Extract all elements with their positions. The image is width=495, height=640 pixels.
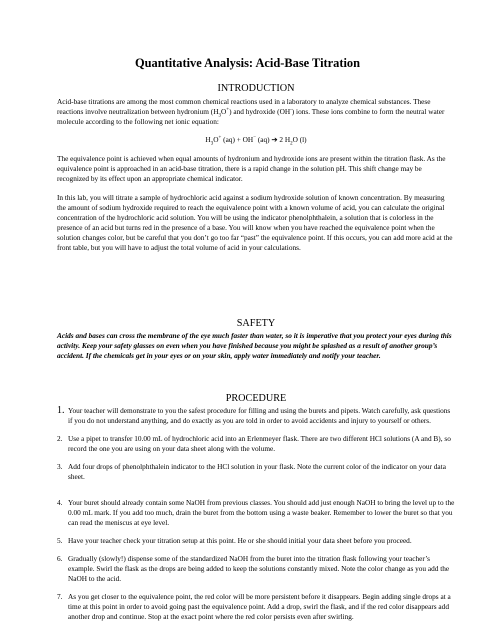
procedure-section	[57, 393, 455, 622]
safety-heading: SAFETY	[236, 318, 276, 329]
step-number: 2.	[57, 433, 63, 443]
introduction-section	[57, 83, 455, 253]
step-text: Use a pipet to transfer 10.00 mL of hydrochloric acid into an Erlenmeyer flask. There are two different HCl solutions (A and B), so record the one you are using on your data sheet along with the volume.	[68, 433, 451, 453]
procedure-step	[57, 406, 455, 426]
step-number: 7.	[57, 591, 63, 601]
step-number: 3.	[57, 461, 63, 471]
introduction-heading: INTRODUCTION	[217, 83, 295, 94]
procedure-step	[57, 592, 455, 622]
step-text: Have your teacher check your titration setup at this point. He or she should initial your data sheet before you proceed.	[68, 536, 412, 546]
document-title: Quantitative Analysis: Acid-Base Titration	[134, 56, 360, 70]
step-text: As you get closer to the equivalence point, the red color will be more persistent before it disappears. Begin adding single drops at a time at this point in order to avoid going past the equivalence point. Add a drop, swirl the flask, and if the red color disappears add another drop and continue. Stop at the exact point where the red color persists even after swirling.	[68, 591, 451, 621]
step-number: 5.	[57, 536, 63, 546]
step-text: Your teacher will demonstrate to you the safest procedure for filling and using the burets and pipets. Watch carefully, ask questions if you do not understand anything, and do exactly as you are told in order to avoid accidents and injury to yourself or others.	[68, 406, 451, 425]
procedure-list	[57, 406, 455, 622]
procedure-step	[57, 554, 455, 584]
introduction-paragraph-2: The equivalence point is achieved when equal amounts of hydronium and hydroxide ions are present within the titration flask. As the equivalence point is approached in an acid-base titration, there is a rapid change in the solution pH. This shift change may be recognized by its effect upon an appropriate chemical indicator.	[57, 153, 446, 183]
safety-section	[57, 318, 455, 361]
safety-text: Acids and bases can cross the membrane of the eye much faster than water, so it is imperative that you protect your eyes during this activity. Keep your safety glasses on even when you have finished because you might be splashed as a result of another group’s accident. If the chemicals get in your eyes or on your skin, apply water immediately and notify your teacher.	[57, 331, 452, 360]
step-text: Your buret should already contain some NaOH from previous classes. You should add just enough NaOH to bring the level up to the 0.00 mL mark. If you add too much, drain the buret from the bottom using a waste beaker. Remember to lower the buret so that you can read the meniscus at eye level.	[68, 498, 455, 528]
step-number: 6.	[57, 554, 63, 564]
procedure-heading: PROCEDURE	[225, 393, 287, 404]
step-text: Add four drops of phenolphthalein indicator to the HCl solution in your flask. Note the current color of the indicator on your data sheet.	[68, 461, 446, 481]
procedure-step	[57, 434, 455, 454]
step-number: 4.	[57, 498, 63, 508]
step-number: 1.	[57, 405, 65, 416]
introduction-paragraph-3: In this lab, you will titrate a sample of hydrochloric acid against a sodium hydroxide solution of known concentration. By measuring the amount of sodium hydroxide required to reach the equivalence point with a known volume of acid, you can calculate the original concentration of the hydrochloric acid solution. You will be using the indicator phenolphthalein, a solution that is colorless in the presence of an acid but turns red in the presence of a base. You will know when you have reached the equivalence point when the solution changes color, but be careful that you don’t go too far “past” the equivalence point. If this occurs, you can add more acid at the front table, but you will have to adjust the total volume of acid in your calculations.	[57, 193, 453, 252]
procedure-step	[57, 462, 455, 482]
procedure-step	[57, 536, 455, 546]
introduction-paragraph-1: Acid-base titrations are among the most common chemical reactions used in a laboratory to analyze chemical substances. These reactions involve neutralization between hydronium $(H_3O^+)$ and hydroxide (OH-) ions. These ions combine to form the neutral water molecule according to the following net ionic equation:	[57, 97, 445, 126]
step-text: Gradually (slowly!) dispense some of the standardized NaOH from the buret into the titration flask following your teacher’s example. Swirl the flask as the drops are being added to keep the solutions constantly mixed. Note the color change as you add the NaOH to the acid.	[68, 554, 450, 583]
procedure-step	[57, 498, 455, 528]
net-ionic-equation: $H_3O^+$ (aq) + OH− (aq) ➔ 2 $H_2O$ (l)	[205, 134, 307, 147]
